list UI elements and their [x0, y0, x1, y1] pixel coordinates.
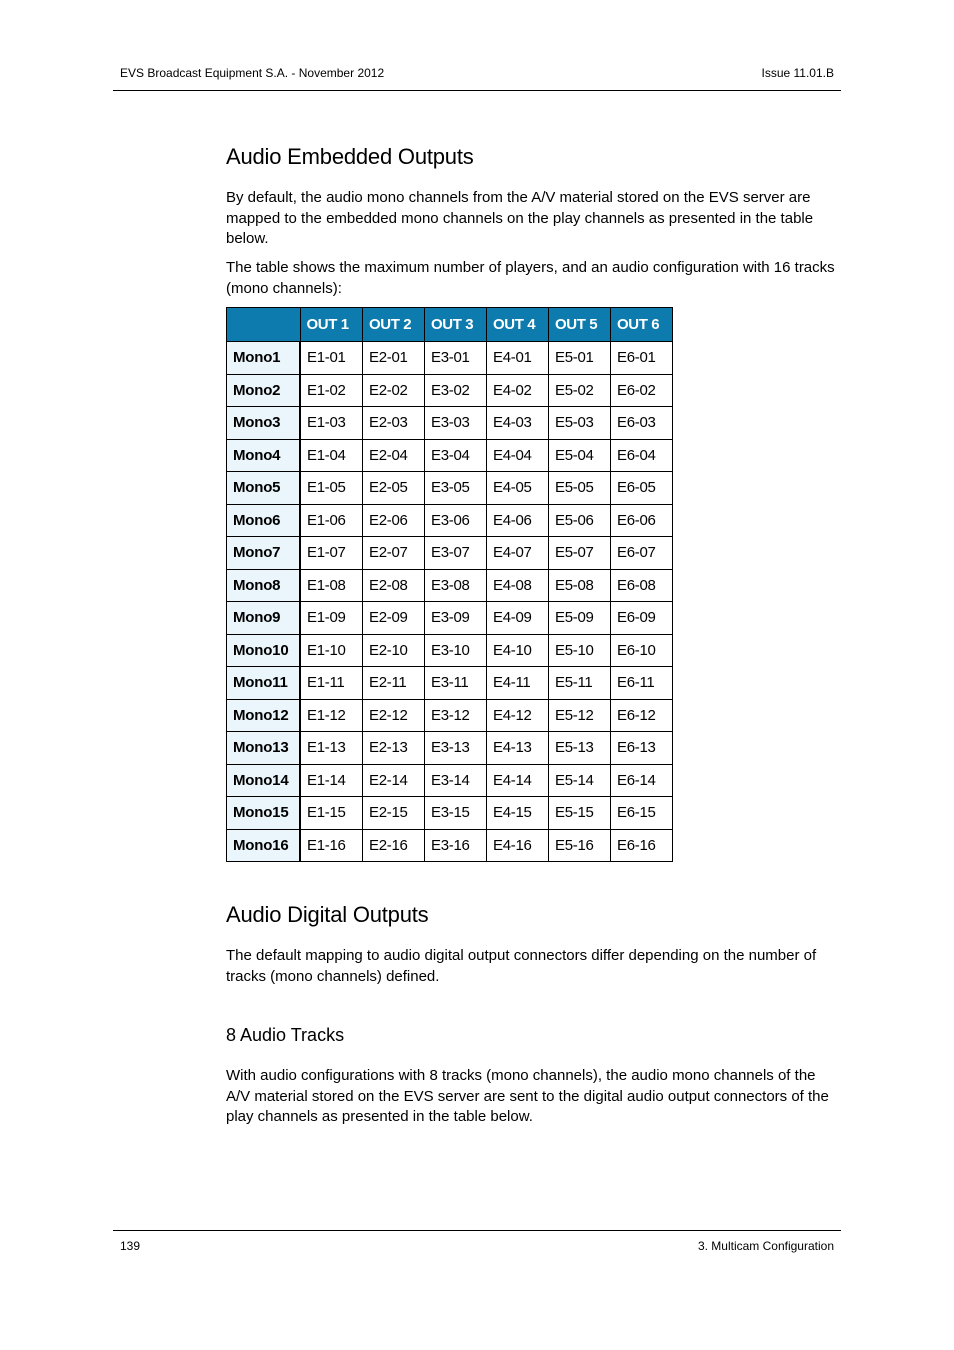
table-cell: E3-08	[425, 569, 487, 602]
table-cell: E2-04	[363, 439, 425, 472]
table-cell: E1-10	[300, 634, 363, 667]
page-footer	[113, 1230, 841, 1261]
table-cell: E6-13	[611, 732, 673, 765]
table-cell: E2-06	[363, 504, 425, 537]
table-cell: E5-05	[549, 472, 611, 505]
row-header: Mono14	[227, 764, 301, 797]
row-header: Mono13	[227, 732, 301, 765]
table-cell: E4-02	[487, 374, 549, 407]
column-header: OUT 2	[363, 308, 425, 342]
header-issue: Issue 11.01.B	[761, 66, 834, 80]
table-cell: E2-16	[363, 829, 425, 862]
table-cell: E3-09	[425, 602, 487, 635]
table-cell: E4-08	[487, 569, 549, 602]
table-cell: E4-03	[487, 407, 549, 440]
table-cell: E2-11	[363, 667, 425, 700]
table-cell: E1-06	[300, 504, 363, 537]
row-header: Mono6	[227, 504, 301, 537]
table-cell: E5-15	[549, 797, 611, 830]
table-cell: E1-02	[300, 374, 363, 407]
audio-embedded-mapping-table	[226, 307, 673, 862]
table-cell: E5-09	[549, 602, 611, 635]
table-row	[227, 602, 673, 635]
table-row	[227, 537, 673, 570]
section1-paragraph-2: The table shows the maximum number of players, and an audio configuration with 16 tracks (mono channels):	[226, 259, 835, 297]
table-cell: E1-15	[300, 797, 363, 830]
table-cell: E1-04	[300, 439, 363, 472]
table-body	[227, 342, 673, 862]
table-cell: E6-06	[611, 504, 673, 537]
table-header-row	[227, 308, 673, 342]
table-cell: E5-02	[549, 374, 611, 407]
table-cell: E4-10	[487, 634, 549, 667]
row-header: Mono9	[227, 602, 301, 635]
table-cell: E4-04	[487, 439, 549, 472]
table-cell: E1-14	[300, 764, 363, 797]
table-cell: E5-10	[549, 634, 611, 667]
table-cell: E5-12	[549, 699, 611, 732]
table-cell: E2-15	[363, 797, 425, 830]
table-cell: E6-08	[611, 569, 673, 602]
table-cell: E1-01	[300, 342, 363, 375]
table-cell: E5-16	[549, 829, 611, 862]
table-cell: E3-06	[425, 504, 487, 537]
table-cell: E6-11	[611, 667, 673, 700]
table-cell: E3-13	[425, 732, 487, 765]
section1-paragraph-1: By default, the audio mono channels from the A/V material stored on the EVS server are mapped to the embedded mono channels on the play channels as presented in the table below.	[226, 189, 814, 247]
table-cell: E1-12	[300, 699, 363, 732]
table-cell: E3-10	[425, 634, 487, 667]
table-cell: E4-11	[487, 667, 549, 700]
row-header: Mono5	[227, 472, 301, 505]
column-header: OUT 4	[487, 308, 549, 342]
row-header: Mono2	[227, 374, 301, 407]
table-cell: E2-03	[363, 407, 425, 440]
footer-page-number: 139	[120, 1239, 141, 1253]
table-cell: E1-08	[300, 569, 363, 602]
table-cell: E2-02	[363, 374, 425, 407]
page-header	[113, 58, 841, 91]
table-cell: E1-16	[300, 829, 363, 862]
table-cell: E2-14	[363, 764, 425, 797]
row-header: Mono8	[227, 569, 301, 602]
table-cell: E5-01	[549, 342, 611, 375]
table-row	[227, 829, 673, 862]
table-cell: E3-12	[425, 699, 487, 732]
table-cell: E2-13	[363, 732, 425, 765]
column-header: OUT 1	[300, 308, 363, 342]
table-cell: E5-11	[549, 667, 611, 700]
table-cell: E5-04	[549, 439, 611, 472]
table-cell: E3-05	[425, 472, 487, 505]
table-row	[227, 407, 673, 440]
column-header: OUT 5	[549, 308, 611, 342]
table-cell: E3-16	[425, 829, 487, 862]
table-cell: E4-09	[487, 602, 549, 635]
header-publisher: EVS Broadcast Equipment S.A. - November 2012	[120, 66, 385, 80]
table-cell: E6-10	[611, 634, 673, 667]
table-cell: E6-03	[611, 407, 673, 440]
table-cell: E5-03	[549, 407, 611, 440]
table-cell: E5-13	[549, 732, 611, 765]
row-header: Mono4	[227, 439, 301, 472]
table-cell: E1-09	[300, 602, 363, 635]
table-cell: E3-04	[425, 439, 487, 472]
table-cell: E4-14	[487, 764, 549, 797]
table-cell: E4-06	[487, 504, 549, 537]
table-cell: E2-12	[363, 699, 425, 732]
table-cell: E6-09	[611, 602, 673, 635]
table-row	[227, 764, 673, 797]
table-cell: E4-12	[487, 699, 549, 732]
table-row	[227, 699, 673, 732]
table-cell: E5-14	[549, 764, 611, 797]
row-header: Mono1	[227, 342, 301, 375]
table-row	[227, 472, 673, 505]
row-header: Mono15	[227, 797, 301, 830]
table-cell: E1-07	[300, 537, 363, 570]
table-row	[227, 439, 673, 472]
table-cell: E6-12	[611, 699, 673, 732]
table-cell: E6-04	[611, 439, 673, 472]
table-cell: E3-01	[425, 342, 487, 375]
row-header: Mono10	[227, 634, 301, 667]
table-cell: E4-15	[487, 797, 549, 830]
table-cell: E4-01	[487, 342, 549, 375]
table-cell: E6-14	[611, 764, 673, 797]
table-cell: E6-07	[611, 537, 673, 570]
table-cell: E6-15	[611, 797, 673, 830]
table-cell: E6-01	[611, 342, 673, 375]
row-header: Mono11	[227, 667, 301, 700]
table-cell: E5-08	[549, 569, 611, 602]
table-row	[227, 342, 673, 375]
column-header: OUT 6	[611, 308, 673, 342]
section-title-audio-embedded-outputs: Audio Embedded Outputs	[226, 144, 474, 169]
table-cell: E1-13	[300, 732, 363, 765]
table-cell: E1-11	[300, 667, 363, 700]
row-header: Mono16	[227, 829, 301, 862]
table-cell: E2-05	[363, 472, 425, 505]
table-cell: E6-16	[611, 829, 673, 862]
table-cell: E5-06	[549, 504, 611, 537]
table-row	[227, 732, 673, 765]
row-header: Mono7	[227, 537, 301, 570]
table-cell: E5-07	[549, 537, 611, 570]
table-cell: E2-01	[363, 342, 425, 375]
table-cell: E1-05	[300, 472, 363, 505]
table-cell: E6-05	[611, 472, 673, 505]
subsection-title-8-audio-tracks: 8 Audio Tracks	[226, 1025, 345, 1045]
table-cell: E4-07	[487, 537, 549, 570]
table-cell: E3-07	[425, 537, 487, 570]
row-header: Mono3	[227, 407, 301, 440]
table-cell: E4-05	[487, 472, 549, 505]
column-header: OUT 3	[425, 308, 487, 342]
table-cell: E6-02	[611, 374, 673, 407]
table-cell: E3-11	[425, 667, 487, 700]
table-cell: E4-16	[487, 829, 549, 862]
table-row	[227, 504, 673, 537]
table-row	[227, 569, 673, 602]
table-row	[227, 667, 673, 700]
table-cell: E3-03	[425, 407, 487, 440]
section2-paragraph-1: The default mapping to audio digital output connectors differ depending on the number of tracks (mono channels) defined.	[226, 947, 817, 985]
footer-chapter: 3. Multicam Configuration	[697, 1239, 834, 1253]
table-corner-cell	[227, 308, 301, 342]
section-title-audio-digital-outputs: Audio Digital Outputs	[226, 902, 429, 927]
table-cell: E2-08	[363, 569, 425, 602]
table-cell: E1-03	[300, 407, 363, 440]
table-row	[227, 374, 673, 407]
table-cell: E4-13	[487, 732, 549, 765]
table-row	[227, 634, 673, 667]
table-row	[227, 797, 673, 830]
table-cell: E3-02	[425, 374, 487, 407]
table-cell: E3-14	[425, 764, 487, 797]
table-cell: E2-10	[363, 634, 425, 667]
row-header: Mono12	[227, 699, 301, 732]
table-cell: E2-07	[363, 537, 425, 570]
table-cell: E3-15	[425, 797, 487, 830]
subsection-paragraph-1: With audio configurations with 8 tracks (mono channels), the audio mono channels of the A/V material stored on the EVS server are sent to the digital audio output connectors of the play channels as presented in the table below.	[226, 1067, 829, 1125]
table-cell: E2-09	[363, 602, 425, 635]
